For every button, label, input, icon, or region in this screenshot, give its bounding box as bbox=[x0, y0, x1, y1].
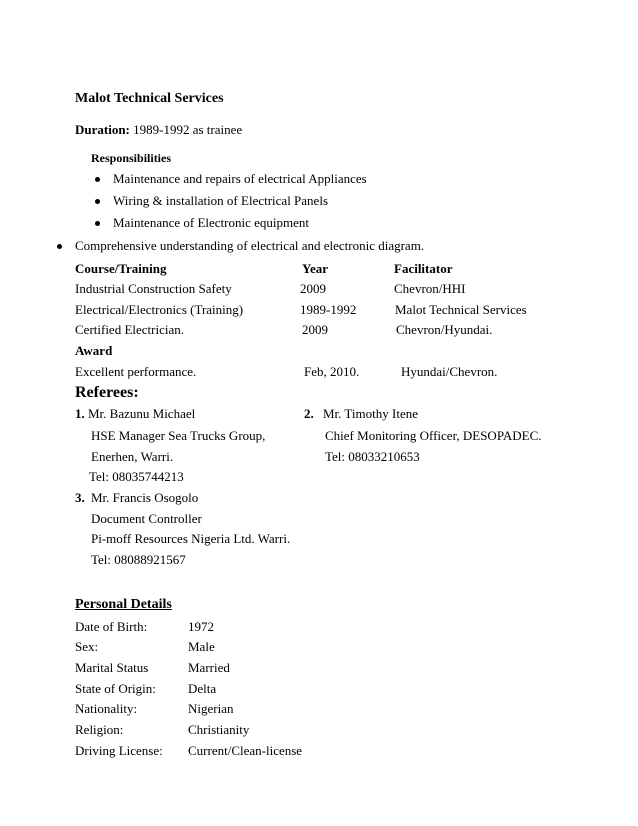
personal-value: Current/Clean-license bbox=[188, 743, 303, 758]
referee-2-name: Mr. Timothy Itene bbox=[323, 406, 418, 421]
referee-1-name bbox=[75, 406, 195, 422]
referee-number: 2. bbox=[304, 406, 314, 421]
referee-2-line: Tel: 08033210653 bbox=[325, 449, 420, 464]
award-issuer: Hyundai/Chevron. bbox=[401, 364, 498, 379]
referee-3-line: Pi-moff Resources Nigeria Ltd. Warri. bbox=[91, 531, 291, 546]
personal-details-heading: Personal Details bbox=[75, 597, 172, 612]
referee-number: 3. bbox=[75, 490, 85, 505]
referee-3-line: Document Controller bbox=[91, 511, 202, 526]
personal-value: Delta bbox=[188, 681, 217, 696]
training-year: 2009 bbox=[302, 322, 328, 337]
referee-3-name: Mr. Francis Osogolo bbox=[91, 490, 199, 505]
training-course: Certified Electrician. bbox=[75, 322, 185, 337]
training-year: 2009 bbox=[300, 281, 326, 296]
award-heading: Award bbox=[75, 343, 113, 358]
training-header-year: Year bbox=[302, 261, 328, 276]
referee-number: 1. bbox=[75, 406, 85, 421]
personal-label: Sex: bbox=[75, 639, 99, 654]
training-header-course: Course/Training bbox=[75, 261, 167, 276]
personal-label: State of Origin: bbox=[75, 681, 156, 696]
bullet-icon bbox=[57, 244, 62, 249]
bullet-icon bbox=[95, 177, 100, 182]
duration-line bbox=[75, 122, 242, 138]
employer-name: Malot Technical Services bbox=[75, 91, 224, 106]
responsibilities-heading: Responsibilities bbox=[91, 151, 172, 165]
duration-value: 1989-1992 as trainee bbox=[129, 122, 243, 137]
training-header-facilitator: Facilitator bbox=[394, 261, 453, 276]
training-facilitator: Chevron/Hyundai. bbox=[396, 322, 493, 337]
personal-label: Driving License: bbox=[75, 743, 163, 758]
duration-label: Duration: bbox=[75, 122, 130, 137]
referee-name: Mr. Bazunu Michael bbox=[84, 406, 196, 421]
referee-1-line: HSE Manager Sea Trucks Group, bbox=[91, 428, 266, 443]
referee-3-line: Tel: 08088921567 bbox=[91, 552, 186, 567]
personal-label: Date of Birth: bbox=[75, 619, 148, 634]
summary-bullet-text: Comprehensive understanding of electrical and electronic diagram. bbox=[75, 238, 425, 253]
bullet-icon bbox=[95, 221, 100, 226]
training-course: Industrial Construction Safety bbox=[75, 281, 232, 296]
referee-1-line: Enerhen, Warri. bbox=[91, 449, 174, 464]
personal-value: Christianity bbox=[188, 722, 250, 737]
personal-label: Nationality: bbox=[75, 701, 138, 716]
responsibility-item: Maintenance and repairs of electrical Appliances bbox=[113, 171, 367, 186]
training-year: 1989-1992 bbox=[300, 302, 357, 317]
bullet-icon bbox=[95, 199, 100, 204]
award-date: Feb, 2010. bbox=[304, 364, 360, 379]
training-facilitator: Malot Technical Services bbox=[395, 302, 527, 317]
personal-label: Religion: bbox=[75, 722, 124, 737]
responsibility-item: Wiring & installation of Electrical Panels bbox=[113, 193, 329, 208]
referee-2-line: Chief Monitoring Officer, DESOPADEC. bbox=[325, 428, 542, 443]
referees-heading: Referees: bbox=[75, 384, 139, 401]
personal-value: Male bbox=[188, 639, 215, 654]
personal-value: Nigerian bbox=[188, 701, 234, 716]
responsibility-item: Maintenance of Electronic equipment bbox=[113, 215, 310, 230]
personal-value: Married bbox=[188, 660, 230, 675]
referee-1-line: Tel: 08035744213 bbox=[89, 469, 184, 484]
award-title: Excellent performance. bbox=[75, 364, 197, 379]
personal-label: Marital Status bbox=[75, 660, 149, 675]
personal-value: 1972 bbox=[188, 619, 214, 634]
training-facilitator: Chevron/HHI bbox=[394, 281, 466, 296]
training-course: Electrical/Electronics (Training) bbox=[75, 302, 244, 317]
